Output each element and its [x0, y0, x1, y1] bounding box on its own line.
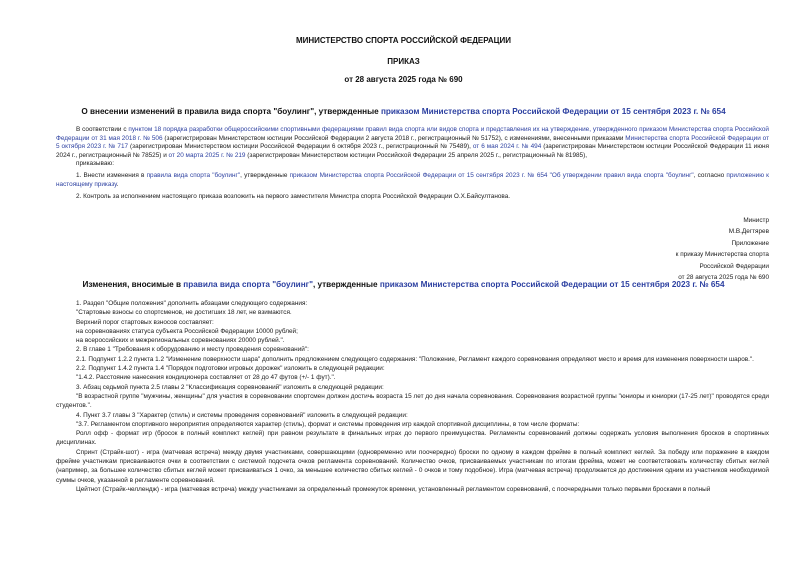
appendix-link[interactable]: приложению к настоящему приказу	[56, 171, 769, 188]
document-title	[0, 108, 807, 117]
order-word: приказываю:	[76, 160, 114, 168]
changes-body	[56, 299, 769, 494]
document-date-number: от 28 августа 2025 года № 690	[344, 75, 463, 84]
changes-title-order-link[interactable]: приказом Министерства спорта Российской Федерации от 15 сентября 2023 г. № 654	[379, 280, 725, 289]
preamble-text: В соответствии с	[76, 126, 129, 133]
preamble-text: (зарегистрирован Министерством юстиции Российской Федерации 25 апреля 2025 г., регистрационный № 81985),	[245, 151, 588, 159]
rules-link[interactable]: правила вида спорта "боулинг"	[146, 171, 241, 179]
order-item-1	[56, 172, 769, 189]
change-paragraph: Ролл офф - формат игр (бросок в полный комплект кеглей) при равном результате в финальных играх до первого преимущества. Регламенты соревнований должны содержать условия выполнения бросков в спортивных дисциплинах.	[56, 430, 769, 447]
change-paragraph: Верхний порог стартовых взносов составляет:	[76, 318, 214, 326]
change-paragraph: 2. В главе 1 "Требования к оборудованию и месту проведения соревнований":	[76, 346, 309, 354]
change-paragraph: 3. Абзац седьмой пункта 2.5 главы 2 "Классификация соревнований" изложить в следующей редакции:	[76, 383, 384, 391]
changes-title-rules-link[interactable]: правила вида спорта "боулинг"	[183, 280, 313, 289]
change-paragraph: 4. Пункт 3.7 главы 3 "Характер (стиль) и системы проведения соревнований" изложить в следующей редакции:	[76, 411, 408, 419]
change-paragraph: "1.4.2. Расстояние нанесения кондиционера составляет от 28 до 47 футов (+/- 1 фут).".	[76, 374, 336, 382]
change-paragraph: 1. Раздел "Общие положения" дополнить абзацами следующего содержания:	[76, 300, 308, 307]
signature-block	[676, 215, 769, 283]
changes-title-text: Изменения, вносимые в	[82, 280, 184, 289]
order-item-text: , утвержденные	[240, 171, 290, 179]
order-item-2: 2. Контроль за исполнением настоящего приказа возложить на первого заместителя Министра спорта Российской Федерации О.Х.Байсултанова.	[76, 193, 511, 201]
change-paragraph: на соревнованиях статуса субъекта Российской Федерации 10000 рублей;	[76, 327, 298, 335]
document-type-heading: ПРИКАЗ	[387, 57, 420, 66]
order-item-text: .	[116, 180, 119, 188]
preamble	[56, 126, 769, 202]
change-paragraph: "Стартовые взносы со спортсменов, не достигших 18 лет, не взимаются.	[76, 309, 292, 317]
preamble-link-order-219[interactable]: от 20 марта 2025 г. № 219	[168, 151, 246, 159]
order-654-link[interactable]: приказом Министерства спорта Российской Федерации от 15 сентября 2023 г. № 654 "Об утверждении правил вида спорта "боулинг"	[289, 171, 694, 179]
change-paragraph: 2.2. Подпункт 1.4.2 пункта 1.4 "Порядок подготовки игровых дорожек" изложить в следующей редакции:	[76, 365, 385, 373]
changes-title	[0, 281, 807, 290]
appendix-label: Приложение	[731, 239, 769, 247]
document-title-link[interactable]: приказом Министерства спорта Российской Федерации от 15 сентября 2023 г. № 654	[380, 107, 726, 116]
preamble-link-order-506[interactable]: , утвержденного приказом Министерства спорта Российской Федерации от 31 мая 2018 г. № 506	[56, 126, 770, 142]
ministry-heading: МИНИСТЕРСТВО СПОРТА РОССИЙСКОЙ ФЕДЕРАЦИИ	[295, 36, 512, 45]
order-item-text: , согласно	[693, 171, 727, 179]
preamble-text: (зарегистрирован Министерством юстиции Российской Федерации 11 июня 2024 г., регистрационный № 78525) и	[56, 143, 769, 159]
signature-role: Министр	[743, 217, 769, 224]
change-paragraph: Цейтнот (Страйк-челлендж) - игра (матчевая встреча) между участниками за определенный промежуток времени, установленный регламентом соревнований, с поочередными только первыми бросками в полный	[76, 485, 711, 493]
signature-name: М.В.Дегтярев	[728, 228, 769, 236]
preamble-link-procedure[interactable]: пунктом 18 порядка разработки общероссийскими спортивными федерациями правил вида спорта или видов спорта и представления их на утверждение	[128, 126, 590, 133]
document-title-text: О внесении изменений в правила вида спорта "боулинг", утвержденные	[81, 107, 381, 116]
preamble-link-order-717[interactable]: Министерства спорта Российской Федерации от 5 октября 2023 г. № 717	[56, 134, 770, 151]
change-paragraph: Спринт (Страйк-шот) - игра (матчевая встреча) между двумя участниками, совершающими (одновременно или поочередно) броски по одному в каждом фрейме в полный комплект кеглей. За победу или поражение в каждом фрейме участникам присваиваются очки в соответствии с системой подсчета очков регламента соревнований. Количество очков, присваиваемых участникам по итогам фрейма, может не соответствовать количеству сбитых кеглей (например, за большее количество сбитых кеглей может присваиваться 1 очко, за меньшее количество сбитых кеглей - 0 очков и тому подобное). Игра (матчевая встреча) продолжается до достижения одним из участников необходимой суммы очков, указанной в регламенте соревнований.	[56, 448, 769, 484]
preamble-link-order-494[interactable]: от 6 мая 2024 г. № 494	[472, 143, 542, 151]
order-item-text: 1. Внести изменения в	[76, 171, 147, 179]
preamble-text: (зарегистрирован Министерством юстиции Российской Федерации 2 августа 2018 г., регистрационный № 51752), с изменениями, внесенными приказами	[162, 134, 626, 142]
appendix-date: от 28 августа 2025 года № 690	[678, 274, 769, 282]
appendix-country: Российской Федерации	[699, 262, 769, 270]
change-paragraph: "3.7. Регламентом спортивного мероприятия определяются характер (стиль), формат и системы проведения игр каждой спортивной дисциплины, в том числе форматы:	[76, 420, 580, 428]
changes-title-text: , утвержденные	[312, 280, 380, 289]
change-paragraph: 2.1. Подпункт 1.2.2 пункта 1.2 "Изменение поверхности шара" дополнить предложением следующего содержания: "Положение, Регламент каждого соревнования определяют место и время для изменения поверхности шаров.".	[76, 355, 754, 363]
preamble-paragraph	[56, 126, 769, 160]
appendix-to: к приказу Министерства спорта	[675, 251, 769, 259]
change-paragraph: на всероссийских и межрегиональных соревнованиях 20000 рублей.".	[76, 337, 285, 345]
change-paragraph: "В возрастной группе "мужчины, женщины" для участия в соревновании спортсмен должен достичь возраста 15 лет до дня начала соревнования. Соревнования возрастной группы "юниоры и юниорки (17-25 лет)" проводятся среди студентов.".	[56, 392, 769, 410]
preamble-text: (зарегистрирован Министерством юстиции Российской Федерации 6 октября 2023 г., регистрационный № 75489),	[128, 143, 473, 151]
